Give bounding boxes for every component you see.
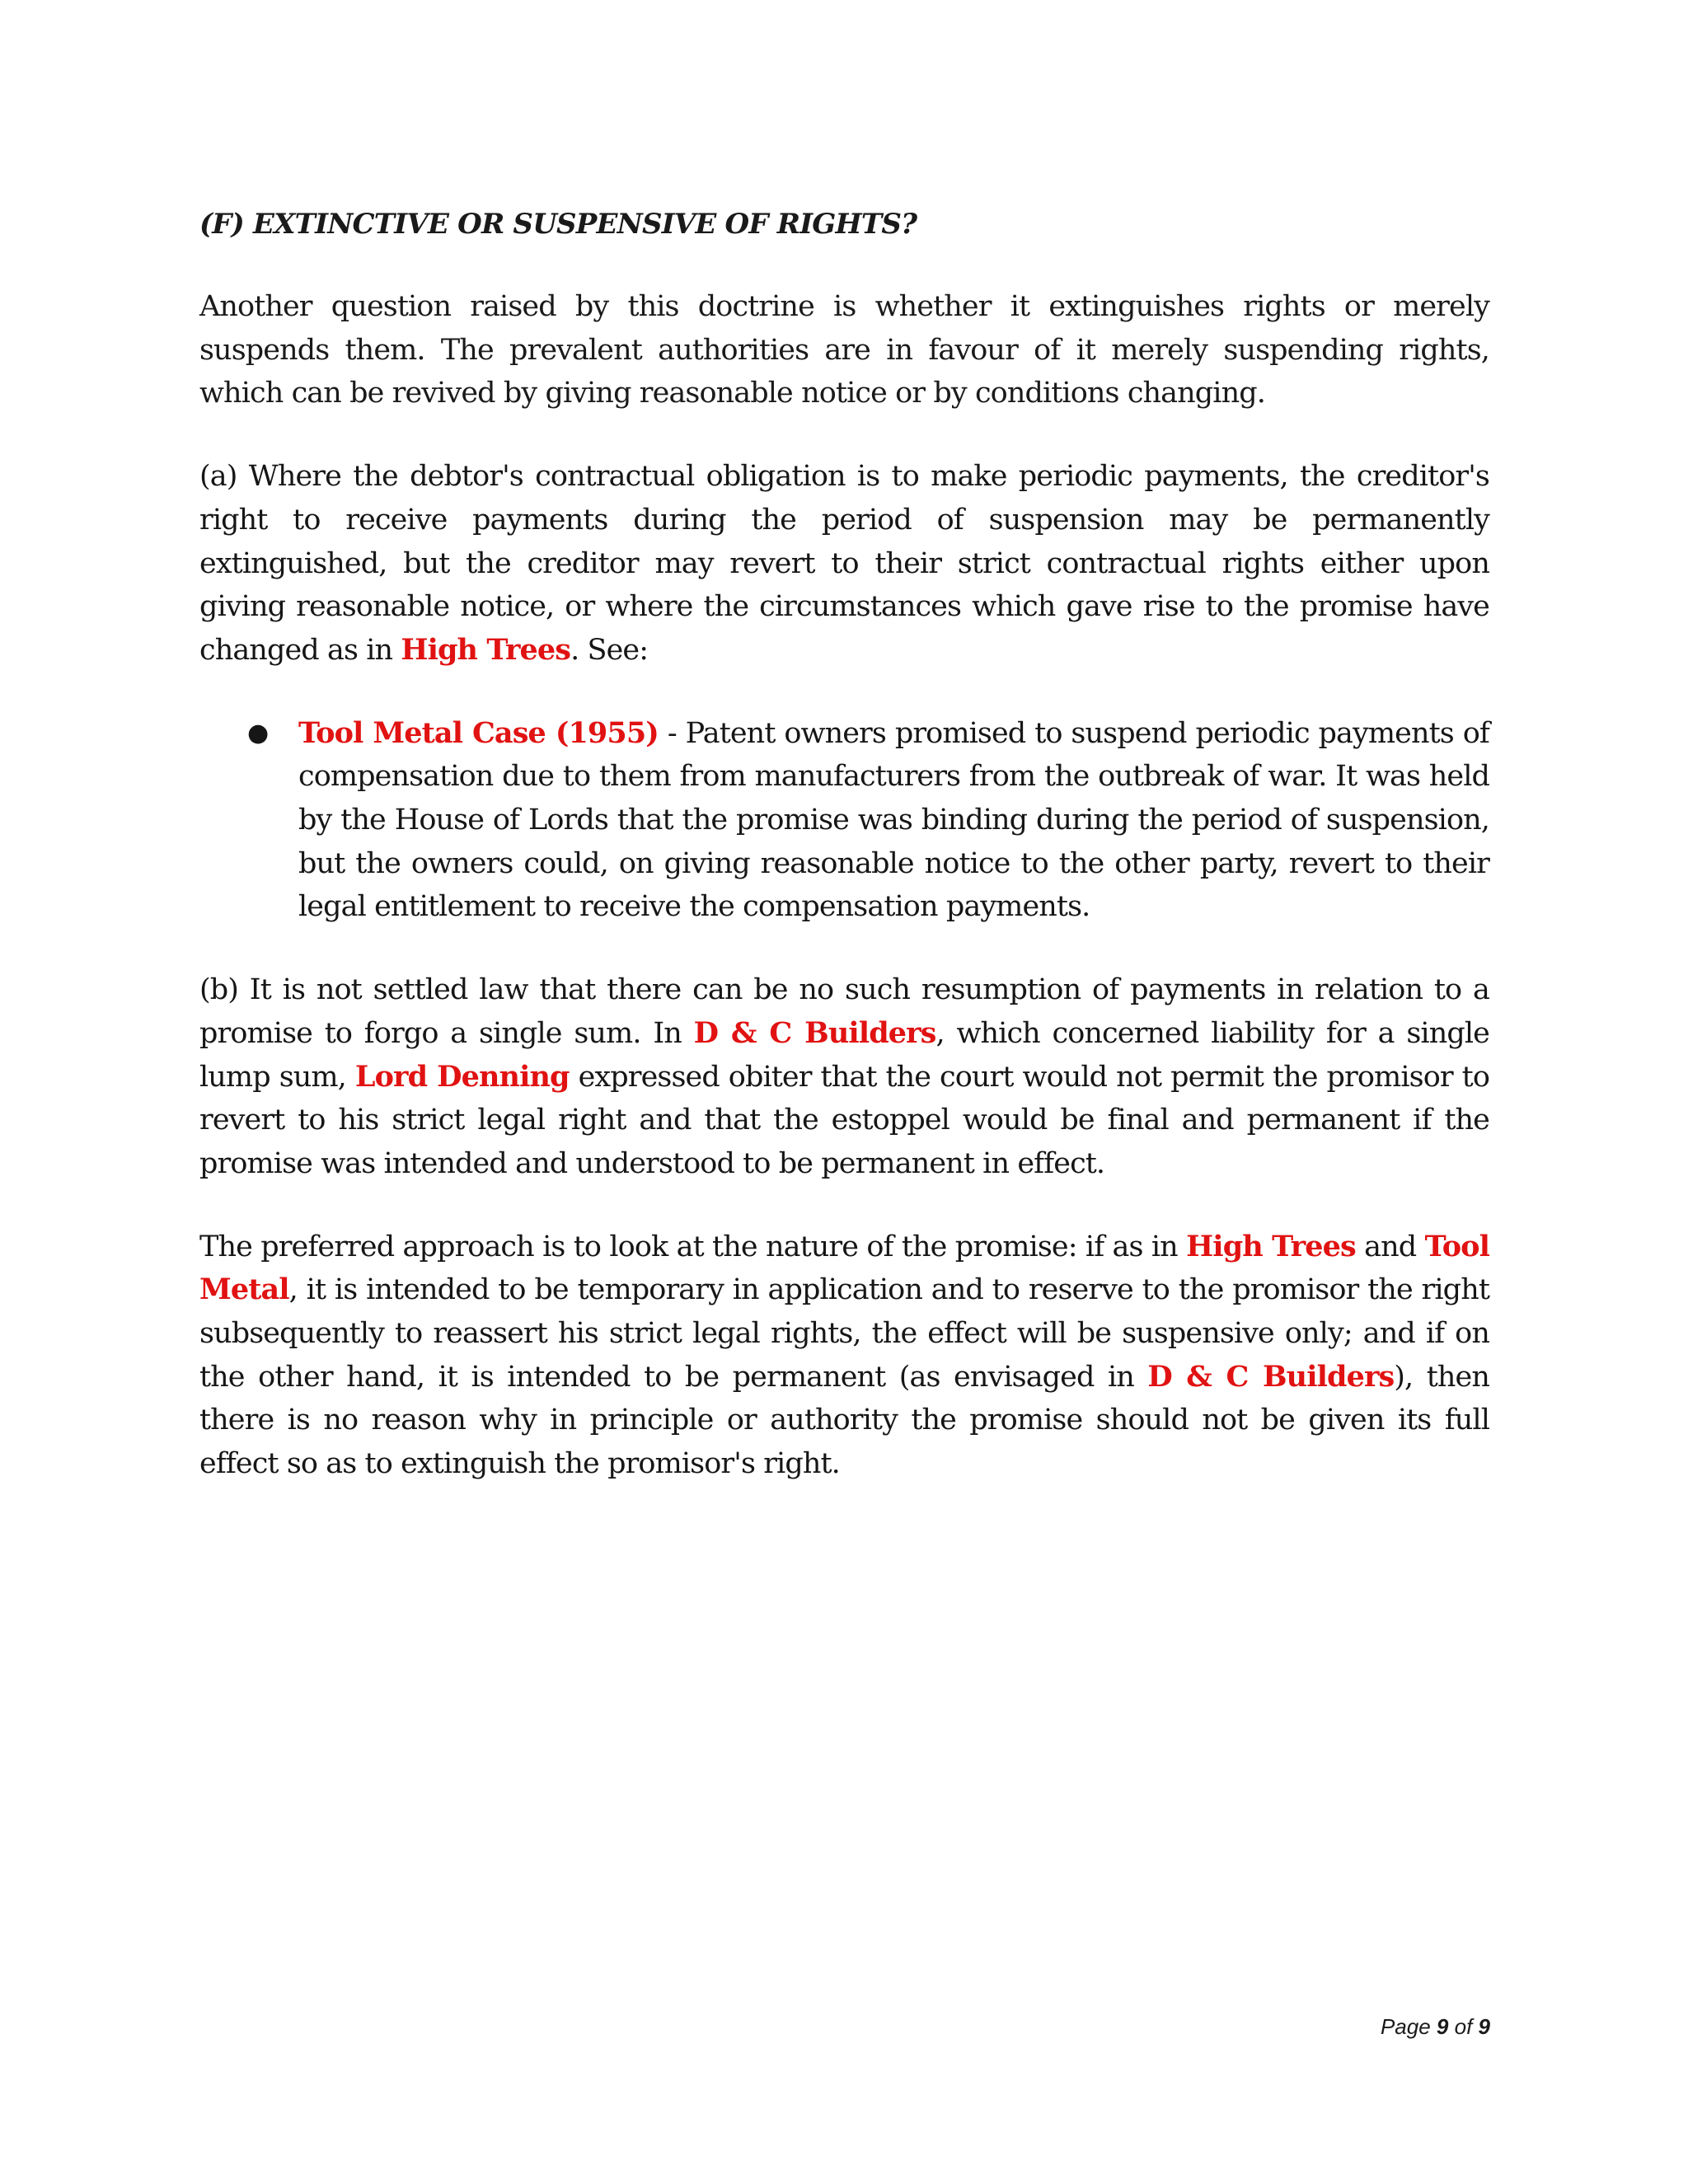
conclusion-text: , it is intended to be temporary in application and to reserve to the promisor the right subsequently to reassert his strict legal rights, the effect will be suspensive only; and if on the other hand, it is intended to be permanent (as envisaged in xyxy=(199,1273,1489,1394)
case-dc-builders: D & C Builders xyxy=(1147,1359,1395,1394)
point-a-text: . See: xyxy=(570,633,649,667)
page-footer xyxy=(1381,2014,1490,2040)
conclusion-text: The preferred approach is to look at the nature of the promise: if as in xyxy=(199,1230,1187,1263)
point-a-text: (a) Where the debtor's contractual obligation is to make periodic payments, the creditor's right to receive payments during the period of suspension may be permanently extinguished, but the creditor may revert to their strict contractual rights either upon giving reasonable notice, or where the circumstances which gave rise to the promise have changed as in xyxy=(199,460,1489,667)
page-number: 9 xyxy=(1436,2014,1449,2039)
point-b-text: expressed obiter that the court would not permit the promisor to revert to his strict legal right and that the estoppel would be final and permanent if the promise was intended and understood to be permanent in effect. xyxy=(199,1060,1490,1180)
case-dc-builders: D & C Builders xyxy=(693,1015,936,1050)
conclusion-paragraph xyxy=(199,1226,1489,1486)
case-tool-metal: Tool Metal xyxy=(199,1229,1489,1307)
case-lord-denning: Lord Denning xyxy=(354,1059,570,1094)
intro-paragraph: Another question raised by this doctrine is whether it extinguishes rights or merely suspends them. The prevalent authorities are in favour of it merely suspending rights, which can be revived by giving reasonable notice or by conditions changing. xyxy=(199,290,1489,410)
conclusion-text: ), then there is no reason why in principle or authority the promise should not be given its full effect so as to extinguish the promisor's right. xyxy=(199,1360,1489,1481)
bullet-text: - Patent owners promised to suspend periodic payments of compensation due to them from manufacturers from the outbreak of war. It was held by the House of Lords that the promise was binding during the period of suspension, but the owners could, on giving reasonable notice to the other party, revert to their legal entitlement to receive the compensation payments. xyxy=(298,716,1489,924)
point-a-paragraph xyxy=(199,455,1489,673)
list-item xyxy=(247,712,1489,930)
point-b-text: , which concerned liability for a single lump sum, xyxy=(199,1016,1489,1094)
page-word: Page xyxy=(1380,2014,1431,2039)
page-total: 9 xyxy=(1478,2014,1490,2039)
document-page xyxy=(199,206,1489,1526)
of-word: of xyxy=(1454,2014,1473,2039)
conclusion-text: and xyxy=(1355,1230,1425,1263)
case-list xyxy=(199,712,1489,930)
bullet-icon: ● xyxy=(247,718,269,748)
section-heading: (F) EXTINCTIVE OR SUSPENSIVE OF RIGHTS? xyxy=(199,208,917,241)
case-high-trees: High Trees xyxy=(401,632,571,667)
case-tool-metal: Tool Metal Case (1955) xyxy=(298,715,659,750)
case-high-trees: High Trees xyxy=(1186,1229,1356,1263)
point-b-paragraph xyxy=(199,968,1489,1186)
point-b-text: (b) It is not settled law that there can be no such resumption of payments in relation to a promise to forgo a single sum. In xyxy=(199,973,1489,1050)
